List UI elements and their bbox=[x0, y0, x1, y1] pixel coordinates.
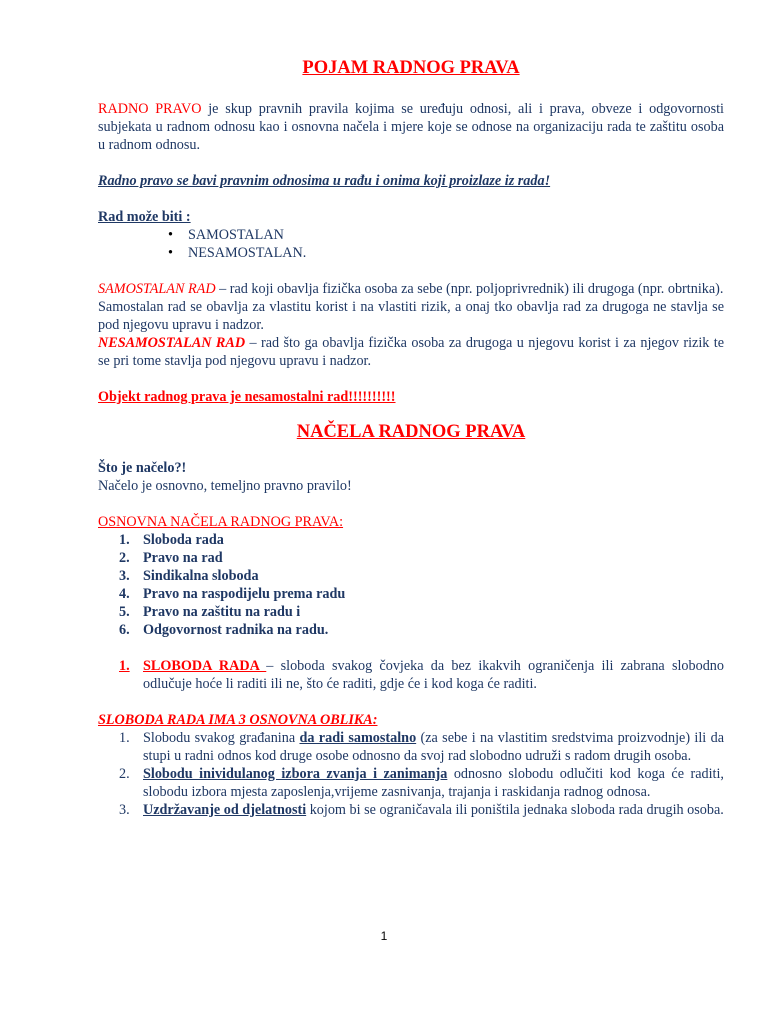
intro-text: je skup pravnih pravila kojima se uređuju odnosi, ali i prava, obveze i odgovornosti subjekata u radnom odnosu kao i osnovna načela i mjere koje se odnose na organizaciju rada te zaštitu osoba u radnom odnosu. bbox=[98, 101, 724, 153]
page-content bbox=[98, 56, 724, 819]
rad-heading: Rad može biti : bbox=[98, 209, 191, 225]
nesamostalan-definition: NESAMOSTALAN RAD – rad što ga obavlja fizička osoba za drugoga u njegovu korist i za njegov rizik te se pri tome stavlja pod njegovu upravu i nadzor. bbox=[98, 335, 724, 369]
oblici-heading: SLOBODA RADA IMA 3 OSNOVNA OBLIKA: bbox=[98, 712, 378, 728]
nacelo-answer: Načelo je osnovno, temeljno pravno pravilo! bbox=[98, 478, 352, 494]
intro-paragraph bbox=[98, 100, 724, 154]
samostalan-definition: SAMOSTALAN RAD – rad koji obavlja fizička osoba za sebe (npr. poljoprivrednik) ili drugoga (npr. obrtnika). bbox=[98, 281, 724, 297]
principles-heading: OSNOVNA NAČELA RADNOG PRAVA: bbox=[98, 514, 344, 530]
list-item: 1. Slobodu svakog građanina da radi samostalno (za sebe i na vlastitim sredstvima proizvodnje) ili da stupi u radni odnos kod druge osobe odnosno da svoj rad slobodno udruži s radom drugih osoba. bbox=[119, 730, 724, 764]
key-phrase: Slobodu inividulanog izbora zvanja i zanimanja bbox=[143, 766, 448, 782]
intro-term: RADNO PRAVO bbox=[98, 101, 202, 117]
list-item: 1. SLOBODA RADA – sloboda svakog čovjeka da bez ikakvih ograničenja ili zabrana slobodno odlučuje hoće li raditi ili ne, što će raditi, gdje će i kod koga će raditi. bbox=[119, 658, 724, 692]
sloboda-text: – sloboda svakog čovjeka da bez ikakvih ograničenja ili zabrana slobodno odlučuje hoće li raditi ili ne, što će raditi, gdje će i kod koga će raditi. bbox=[143, 658, 724, 692]
key-phrase: Uzdržavanje od djelatnosti bbox=[143, 802, 307, 818]
list-item: 3. Sindikalna sloboda bbox=[119, 568, 259, 584]
list-item: 4. Pravo na raspodijelu prema radu bbox=[119, 586, 346, 602]
sloboda-term: SLOBODA RADA bbox=[143, 658, 267, 674]
section-title-nacela: NAČELA RADNOG PRAVA bbox=[296, 422, 526, 442]
list-item: 6. Odgovornost radnika na radu. bbox=[119, 622, 329, 638]
samostalan-term: SAMOSTALAN RAD bbox=[98, 281, 216, 297]
list-item: 1. Sloboda rada bbox=[119, 532, 224, 548]
page-number: 1 bbox=[380, 929, 388, 943]
rad-types-list bbox=[98, 226, 724, 262]
list-item: • SAMOSTALAN bbox=[168, 226, 724, 244]
nacelo-question: Što je načelo?! bbox=[98, 460, 187, 476]
principles-list bbox=[98, 531, 724, 639]
list-item: • NESAMOSTALAN. bbox=[168, 244, 724, 262]
nesamostalan-term: NESAMOSTALAN RAD bbox=[98, 335, 246, 351]
objekt-statement: Objekt radnog prava je nesamostalni rad!!!!!!!!!! bbox=[98, 389, 396, 405]
list-item: 3. Uzdržavanje od djelatnosti kojom bi se ograničavala ili poništila jednaka sloboda rada drugih osoba. bbox=[119, 802, 724, 818]
key-phrase: da radi samostalno bbox=[299, 730, 417, 746]
samostalan-explanation: Samostalan rad se obavlja za vlastitu korist i na vlastiti rizik, a onaj tko obavlja rad za drugoga ne stavlja se pod njegovu upravu i nadzor. bbox=[98, 299, 724, 333]
list-item: 5. Pravo na zaštitu na radu i bbox=[119, 604, 301, 620]
list-item: 2. Slobodu inividulanog izbora zvanja i zanimanja odnosno slobodu odlučiti kod koga će raditi, slobodu izbora mjesta zaposlenja,vrijeme zasnivanja, trajanja i raskidanja radnog odnosa. bbox=[119, 766, 724, 800]
list-item: 2. Pravo na rad bbox=[119, 550, 223, 566]
oblici-list bbox=[98, 729, 724, 819]
section-title-pojam: POJAM RADNOG PRAVA bbox=[302, 58, 520, 78]
sloboda-rada-definition bbox=[98, 657, 724, 693]
emphasis-sentence: Radno pravo se bavi pravnim odnosima u rađu i onima koji proizlaze iz rada! bbox=[98, 173, 551, 189]
